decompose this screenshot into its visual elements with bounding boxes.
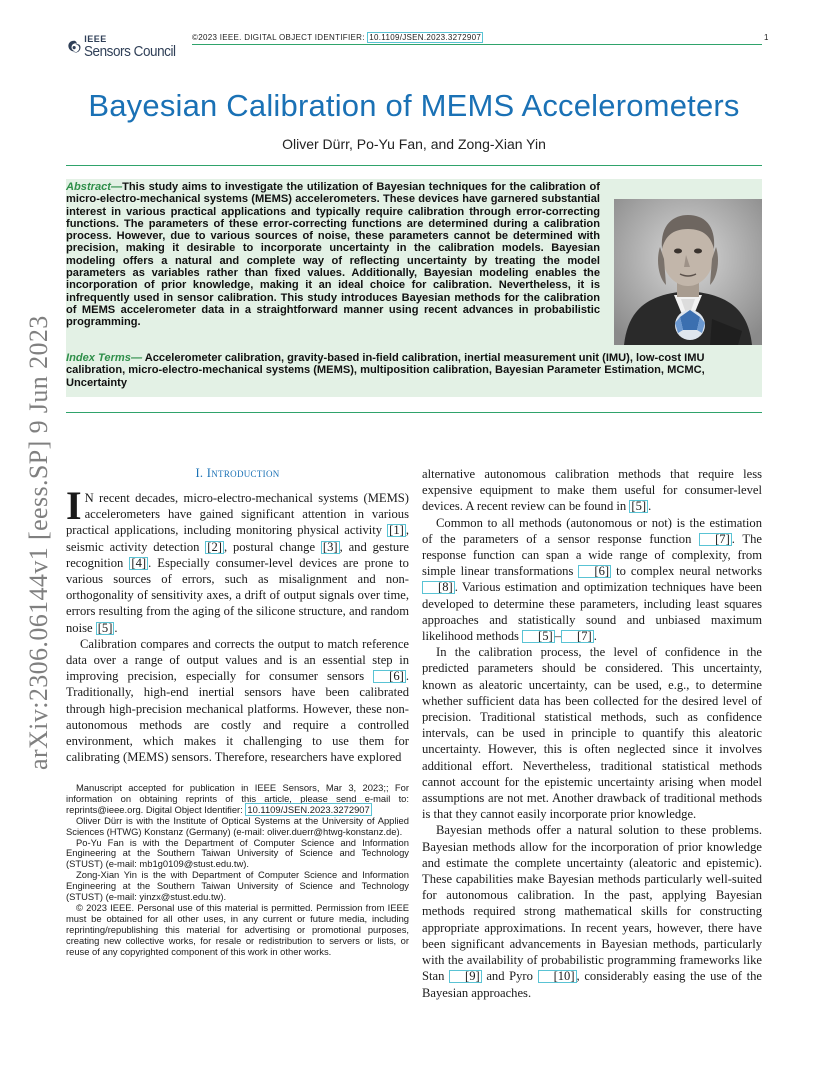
sensors-council-swirl-icon xyxy=(66,34,82,60)
doi-link[interactable]: 10.1109/JSEN.2023.3272907 xyxy=(369,33,482,42)
abstract-label: Abstract— xyxy=(66,181,123,193)
footnote-author-1: Oliver Dürr is with the Institute of Optical Systems at the University of Applied Sciences (HTWG) Konstanz (Germany) (e-mail: oliver.duerr@htwg-konstanz.de). xyxy=(66,814,409,837)
dropcap-letter: I xyxy=(66,483,82,528)
abstract-divider xyxy=(66,412,762,413)
copyright-doi-header xyxy=(192,33,483,42)
paragraph-text: Common to all methods (autonomous or not) is the estimation of the parameters of a sensor response function xyxy=(422,515,762,546)
intro-paragraph-5: In the calibration process, the level of confidence in the predicted parameters should be considered. This uncertainty, known as aleatoric uncertainty, can be used, e.g., to determine whether sufficient data has been collected for the desired level of precision. Traditional statistical methods, such as confidence intervals, can be used in principle to quantify this aleatoric uncertainty. However, this is often neglected since it involves additional effort. Nevertheless, traditional statistical methods cannot account for the epistemic uncertainty arising when model assumptions are not met. Another drawback of traditional methods is that they cannot easily incorporate prior knowledge. xyxy=(422,645,762,822)
left-column xyxy=(66,483,409,765)
paragraph-text: . Traditionally, high-end inertial sensors have been calibrated through high-precision mechanical platforms. However, these non-autonomous methods are costly and require a controlled environment, which makes it challenging to use them for calibrating (MEMS) sensors. Therefore, researchers have explored xyxy=(66,669,409,765)
footnote-manuscript xyxy=(66,783,409,816)
paragraph-text: , postural change xyxy=(223,539,321,554)
section-title: Introduction xyxy=(206,466,280,480)
citation-link[interactable]: [9] xyxy=(449,970,482,983)
paragraph-text: . Various estimation and optimization techniques have been developed to determine these parameters, including least squares approaches and statistically sound and unbiased maximum likelihood methods xyxy=(422,580,762,644)
paragraph-text: . xyxy=(593,629,597,644)
paragraph-text: , considerably easing the use of the Bayesian approaches. xyxy=(422,969,763,1000)
paragraph-text: . xyxy=(648,499,652,514)
paper-title: Bayesian Calibration of MEMS Accelerometers xyxy=(88,88,740,123)
paper-authors: Oliver Dürr, Po-Yu Fan, and Zong-Xian Yin xyxy=(282,136,546,152)
header-divider xyxy=(192,44,762,45)
abstract xyxy=(66,181,600,329)
footnote-author-3: Zong-Xian Yin is the with Department of Computer Science and Information Engineering at the Southern Taiwan University of Science and Technology (STUST) (e-mail: yinzx@stust.edu.tw). xyxy=(66,869,409,903)
paragraph-text: . Especially consumer-level devices are prone to various sources of errors, such as misalignment and non-orthogonality of sensitivity axes, a drift of output signals over time, errors resulting from the aging of the silicone structure, and random noise xyxy=(66,555,409,635)
index-terms-body: Accelerometer calibration, gravity-based in-field calibration, inertial measurement unit (IMU), low-cost IMU calibration, micro-electro-mechanical systems (MEMS), multiposition calibration, Bayesian Parameter Estimation, MCMC, Uncertainty xyxy=(66,352,705,389)
footnote-copyright: © 2023 IEEE. Personal use of this material is permitted. Permission from IEEE must be obtained for all other uses, in any current or future media, including reprinting/republishing this material for advertising or promotional purposes, creating new collective works, for resale or redistribution to servers or lists, or reuse of any copyrighted component of this work in other works. xyxy=(66,901,409,957)
footnote-doi-link[interactable]: 10.1109/JSEN.2023.3272907 xyxy=(247,803,370,815)
paragraph-text: . The response function can span a wide range of complexity, from simple linear transformations xyxy=(422,531,762,579)
paragraph-text: and Pyro xyxy=(481,969,538,984)
logo-ieee-text: IEEE xyxy=(84,34,107,44)
paragraph-text: – xyxy=(554,629,562,644)
citation-link[interactable]: [5] xyxy=(97,620,113,635)
abstract-body: This study aims to investigate the utilization of Bayesian techniques for the calibration of micro-electro-mechanical systems (MEMS) accelerometers. These devices have garnered substantial interest in various practical applications and typically require calibration through error-correcting functions. The parameters of these error-correcting functions are determined during a calibration process. However, due to various sources of noise, these parameters cannot be determined with precision, making it desirable to incorporate uncertainty in the calibration models. Bayesian modeling offers a natural and complete way of reflecting uncertainty by treating the model parameters as variables rather than fixed values. Additionally, Bayesian modeling enables the incorporation of prior knowledge, making it an ideal choice for calibration. Nevertheless, it is infrequently used in sensor calibration. This study introduces Bayesian methods for the calibration of MEMS accelerometer data in a straightforward manner using recent advances in probabilistic programming. xyxy=(66,181,600,329)
footnote-text: Manuscript accepted for publication in IEEE Sensors, Mar 3, 2023;; For information on obtaining reprints of this article, please send e-mail to: reprints@ieee.org. Digital Object Identifier: xyxy=(66,782,409,815)
citation-link[interactable]: [5] xyxy=(522,630,555,643)
citation-link[interactable]: [3] xyxy=(322,539,338,554)
paragraph-text: , seismic activity detection xyxy=(66,523,409,554)
paragraph-text: Calibration compares and corrects the output to match reference data over a range of output values and is an essential step in improving precision, especially for consumer sensors xyxy=(66,636,409,684)
citation-link[interactable]: [2] xyxy=(207,539,222,554)
intro-paragraph-2 xyxy=(66,636,409,766)
citation-link[interactable]: [6] xyxy=(373,670,406,683)
intro-paragraph-4 xyxy=(422,515,762,645)
paragraph-text: alternative autonomous calibration methods that require less expensive equipment to make them useful for consumer-level devices. A recent review can be found in xyxy=(422,467,762,514)
footnotes xyxy=(66,783,409,958)
citation-link[interactable]: [4] xyxy=(131,555,147,570)
title-divider xyxy=(66,165,762,166)
citation-link[interactable]: [6] xyxy=(578,565,611,578)
paragraph-text: recent decades, micro-electro-mechanical systems (MEMS) accelerometers have gained significant attention in various practical applications, including monitoring physical activity xyxy=(66,491,409,538)
arxiv-stamp: arXiv:2306.06144v1 [eess.SP] 9 Jun 2023 xyxy=(24,315,53,770)
citation-link[interactable]: [5] xyxy=(631,499,647,514)
paragraph-text: Bayesian methods offer a natural solution to these problems. Bayesian methods allow for the incorporation of prior knowledge and estimate the complete uncertainty (aleatoric and epistemic). These capabilities make Bayesian methods particularly well-suited for autonomous calibration. In the past, applying Bayesian methods required strong mathematical skills for constructing appropriate approximations. In recent years, however, there have been significant advancements in Bayesian methods, particularly with the availability of probabilistic programming frameworks like Stan xyxy=(422,823,762,984)
citation-link[interactable]: [7] xyxy=(699,533,732,546)
section-number: I. xyxy=(195,466,207,480)
citation-link[interactable]: [1] xyxy=(389,523,404,538)
paragraph-text: , and gesture recognition xyxy=(66,539,409,570)
right-column xyxy=(422,466,762,1001)
index-terms-label: Index Terms— xyxy=(66,352,143,364)
citation-link[interactable]: [10] xyxy=(538,970,577,983)
author-portrait-image xyxy=(614,199,762,345)
first-word-rest: N xyxy=(84,491,94,505)
index-terms xyxy=(66,352,762,389)
page-number: 1 xyxy=(764,33,769,42)
paragraph-text: . xyxy=(114,620,118,635)
intro-paragraph-1 xyxy=(66,483,409,636)
footnote-author-2: Po-Yu Fan is with the Department of Computer Science and Information Engineering at the Southern Taiwan University of Science and Technology (STUST) (e-mail: mb1g0109@stust.edu.tw). xyxy=(66,836,409,870)
citation-link[interactable]: [7] xyxy=(561,630,594,643)
logo-sensors-council-text: Sensors Council xyxy=(84,43,176,60)
section-heading-introduction xyxy=(66,466,409,481)
paragraph-text: to complex neural networks xyxy=(611,564,762,579)
ieee-sensors-council-logo xyxy=(66,33,186,61)
intro-paragraph-3 xyxy=(422,466,762,515)
copyright-text: ©2023 IEEE. DIGITAL OBJECT IDENTIFIER: xyxy=(192,33,368,42)
intro-paragraph-6 xyxy=(422,822,762,1000)
citation-link[interactable]: [8] xyxy=(422,581,455,594)
